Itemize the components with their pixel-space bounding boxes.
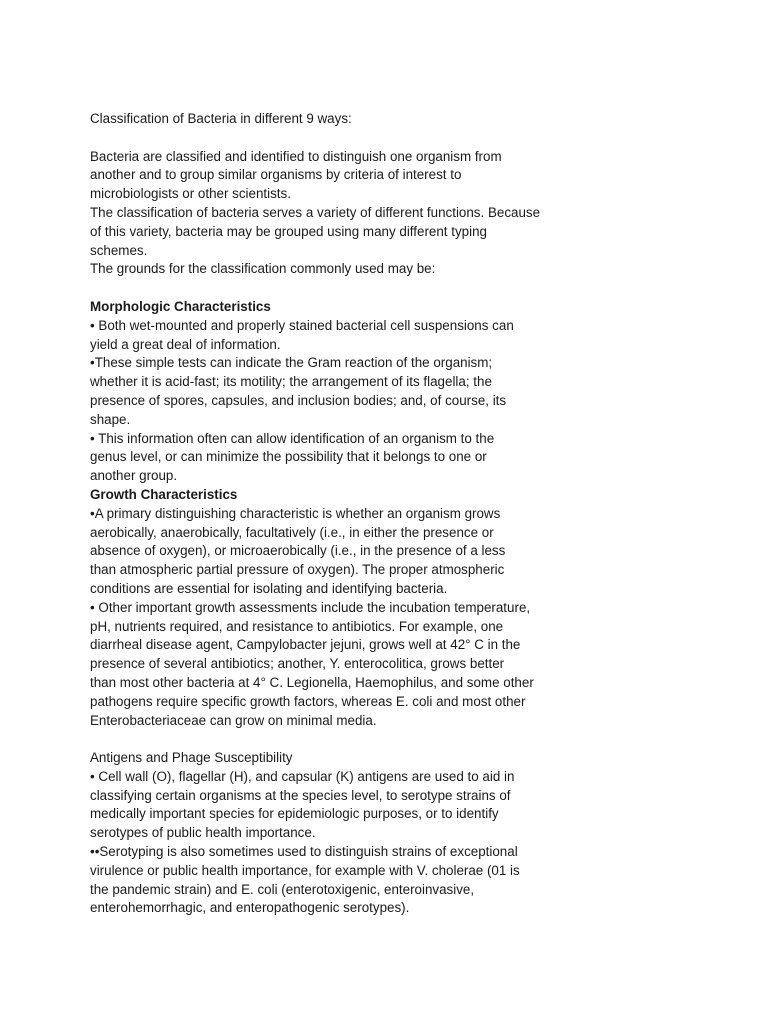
section-line: aerobically, anaerobically, facultatively (i.e., in either the presence or xyxy=(90,524,494,540)
section-heading: Antigens and Phage Susceptibility xyxy=(90,750,293,766)
section-line: • Both wet-mounted and properly stained bacterial cell suspensions can xyxy=(90,317,514,333)
section-heading: Morphologic Characteristics xyxy=(90,298,271,314)
section-line: • Other important growth assessments include the incubation temperature, xyxy=(90,599,531,615)
section-line: pathogens require specific growth factors, whereas E. coli and most other xyxy=(90,693,526,709)
section-line: medically important species for epidemiologic purposes, or to identify xyxy=(90,806,499,822)
section-line: yield a great deal of information. xyxy=(90,336,281,352)
document-page xyxy=(90,110,560,918)
section-morphologic xyxy=(90,298,560,486)
intro-line: of this variety, bacteria may be grouped using many different typing xyxy=(90,223,487,239)
section-line: •A primary distinguishing characteristic is whether an organism grows xyxy=(90,505,501,521)
section-line: Enterobacteriaceae can grow on minimal media. xyxy=(90,712,377,728)
intro-line: microbiologists or other scientists. xyxy=(90,186,291,202)
section-line: than most other bacteria at 4° C. Legionella, Haemophilus, and some other xyxy=(90,674,534,690)
section-line: classifying certain organisms at the species level, to serotype strains of xyxy=(90,787,511,803)
intro-line: another and to group similar organisms by criteria of interest to xyxy=(90,167,462,183)
section-line: presence of several antibiotics; another, Y. enterocolitica, grows better xyxy=(90,656,505,672)
section-line: • This information often can allow identification of an organism to the xyxy=(90,430,495,446)
section-line: shape. xyxy=(90,411,131,427)
section-line: conditions are essential for isolating and identifying bacteria. xyxy=(90,580,448,596)
blank-line xyxy=(90,730,560,749)
section-line: presence of spores, capsules, and inclusion bodies; and, of course, its xyxy=(90,392,507,408)
section-growth xyxy=(90,486,560,730)
section-line: whether it is acid-fast; its motility; the arrangement of its flagella; the xyxy=(90,374,492,390)
intro-paragraph xyxy=(90,148,560,280)
section-line: the pandemic strain) and E. coli (enterotoxigenic, enteroinvasive, xyxy=(90,881,475,897)
section-heading: Growth Characteristics xyxy=(90,486,238,502)
intro-line: schemes. xyxy=(90,242,148,258)
section-line: absence of oxygen), or microaerobically (i.e., in the presence of a less xyxy=(90,543,506,559)
intro-line: The classification of bacteria serves a variety of different functions. Because xyxy=(90,204,541,220)
section-line: than atmospheric partial pressure of oxygen). The proper atmospheric xyxy=(90,562,505,578)
section-antigens xyxy=(90,749,560,918)
blank-line xyxy=(90,129,560,148)
section-line: pH, nutrients required, and resistance to antibiotics. For example, one xyxy=(90,618,504,634)
section-line: serotypes of public health importance. xyxy=(90,825,316,841)
section-line: genus level, or can minimize the possibility that it belongs to one or xyxy=(90,449,487,465)
section-line: ••Serotyping is also sometimes used to distinguish strains of exceptional xyxy=(90,844,518,860)
document-title: Classification of Bacteria in different 9 ways: xyxy=(90,111,352,126)
section-line: •These simple tests can indicate the Gram reaction of the organism; xyxy=(90,355,493,371)
intro-line: Bacteria are classified and identified to distinguish one organism from xyxy=(90,148,502,164)
section-line: enterohemorrhagic, and enteropathogenic serotypes). xyxy=(90,900,410,916)
section-line: another group. xyxy=(90,468,178,484)
section-line: diarrheal disease agent, Campylobacter jejuni, grows well at 42° C in the xyxy=(90,637,521,653)
intro-line: The grounds for the classification commonly used may be: xyxy=(90,261,436,277)
section-line: • Cell wall (O), flagellar (H), and capsular (K) antigens are used to aid in xyxy=(90,768,515,784)
blank-line xyxy=(90,279,560,298)
section-line: virulence or public health importance, for example with V. cholerae (01 is xyxy=(90,862,520,878)
